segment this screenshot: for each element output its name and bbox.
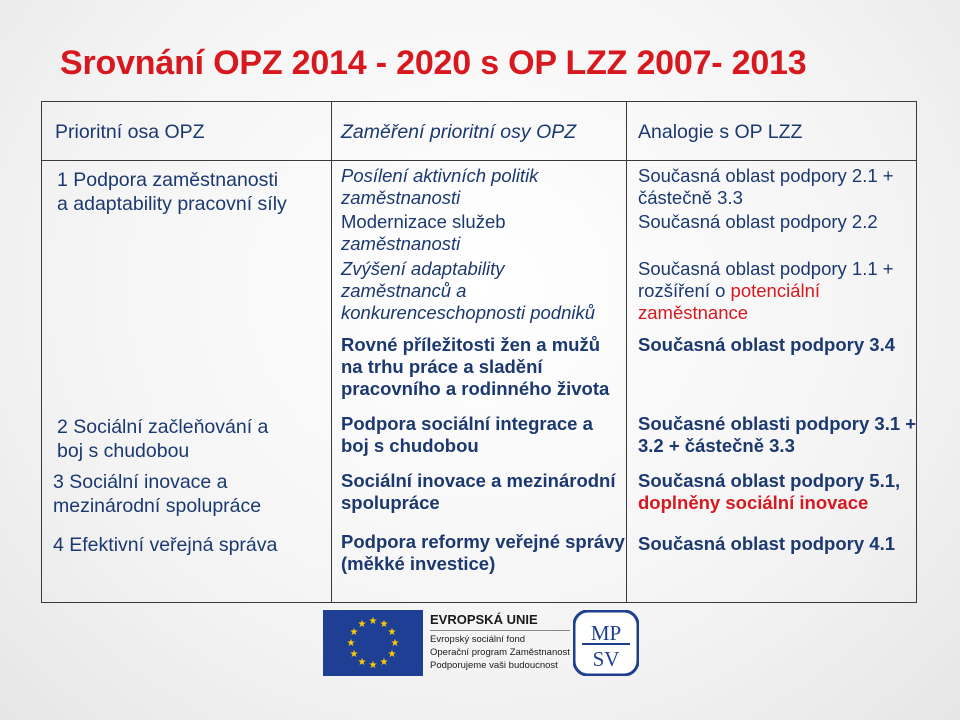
analogy-2: Současné oblasti podpory 3.1 + 3.2 + částečně 3.3: [638, 413, 917, 456]
table-divider: [626, 101, 627, 603]
page-title: Srovnání OPZ 2014 - 2020 s OP LZZ 2007- 2013: [60, 44, 807, 82]
analogy-1-3: Současná oblast podpory 1.1 + rozšíření o potenciální zaměstnance: [638, 258, 894, 323]
focus-1-2: Modernizace služeb zaměstnanosti: [341, 211, 506, 254]
analogy-3: Současná oblast podpory 5.1, doplněny sociální inovace: [638, 470, 901, 513]
header-axis: Prioritní osa OPZ: [55, 121, 205, 143]
svg-text:★: ★: [368, 660, 378, 671]
focus-4: Podpora reformy veřejné správy (měkké investice): [341, 531, 625, 574]
table-divider: [331, 101, 332, 603]
header-focus: Zaměření prioritní osy OPZ: [341, 121, 577, 143]
focus-3: Sociální inovace a mezinárodní spolupráce: [341, 470, 616, 513]
focus-1-4: Rovné příležitosti žen a mužů na trhu práce a sladění pracovního a rodinného života: [341, 334, 610, 399]
svg-text:★: ★: [379, 657, 389, 668]
svg-text:★: ★: [387, 649, 397, 660]
svg-text:★: ★: [357, 619, 367, 630]
focus-2: Podpora sociální integrace a boj s chudobou: [341, 413, 593, 456]
focus-1-3: Zvýšení adaptability zaměstnanců a konkurenceschopnosti podniků: [341, 258, 596, 323]
svg-text:★: ★: [390, 638, 400, 649]
eu-flag-icon: [323, 610, 423, 676]
mpsv-logo: [573, 610, 639, 676]
header-analogy: Analogie s OP LZZ: [638, 121, 803, 143]
analogy-4: Současná oblast podpory 4.1: [638, 533, 896, 554]
axis-1: 1 Podpora zaměstnanosti a adaptability pracovní síly: [57, 169, 287, 215]
svg-text:★: ★: [387, 627, 397, 638]
svg-text:MP: MP: [590, 621, 622, 645]
focus-1-1: Posílení aktivních politik zaměstnanosti: [341, 165, 539, 208]
analogy-1-4: Současná oblast podpory 3.4: [638, 334, 896, 355]
svg-text:★: ★: [368, 616, 378, 627]
svg-text:★: ★: [357, 657, 367, 668]
svg-text:★: ★: [349, 627, 359, 638]
svg-text:★: ★: [346, 638, 356, 649]
table-divider: [41, 160, 917, 161]
axis-3: 3 Sociální inovace a mezinárodní spolupráce: [53, 471, 262, 517]
svg-text:SV: SV: [592, 647, 620, 671]
eu-logo-text: EVROPSKÁ UNIE Evropský sociální fond Operační program Zaměstnanost Podporujeme vaši budoucnost: [430, 612, 570, 671]
analogy-1-1: Současná oblast podpory 2.1 + částečně 3.3: [638, 165, 894, 208]
axis-4: 4 Efektivní veřejná správa: [53, 534, 278, 556]
axis-2: 2 Sociální začleňování a boj s chudobou: [57, 416, 269, 462]
analogy-1-2: Současná oblast podpory 2.2: [638, 211, 878, 232]
svg-text:★: ★: [379, 619, 389, 630]
svg-text:★: ★: [349, 649, 359, 660]
